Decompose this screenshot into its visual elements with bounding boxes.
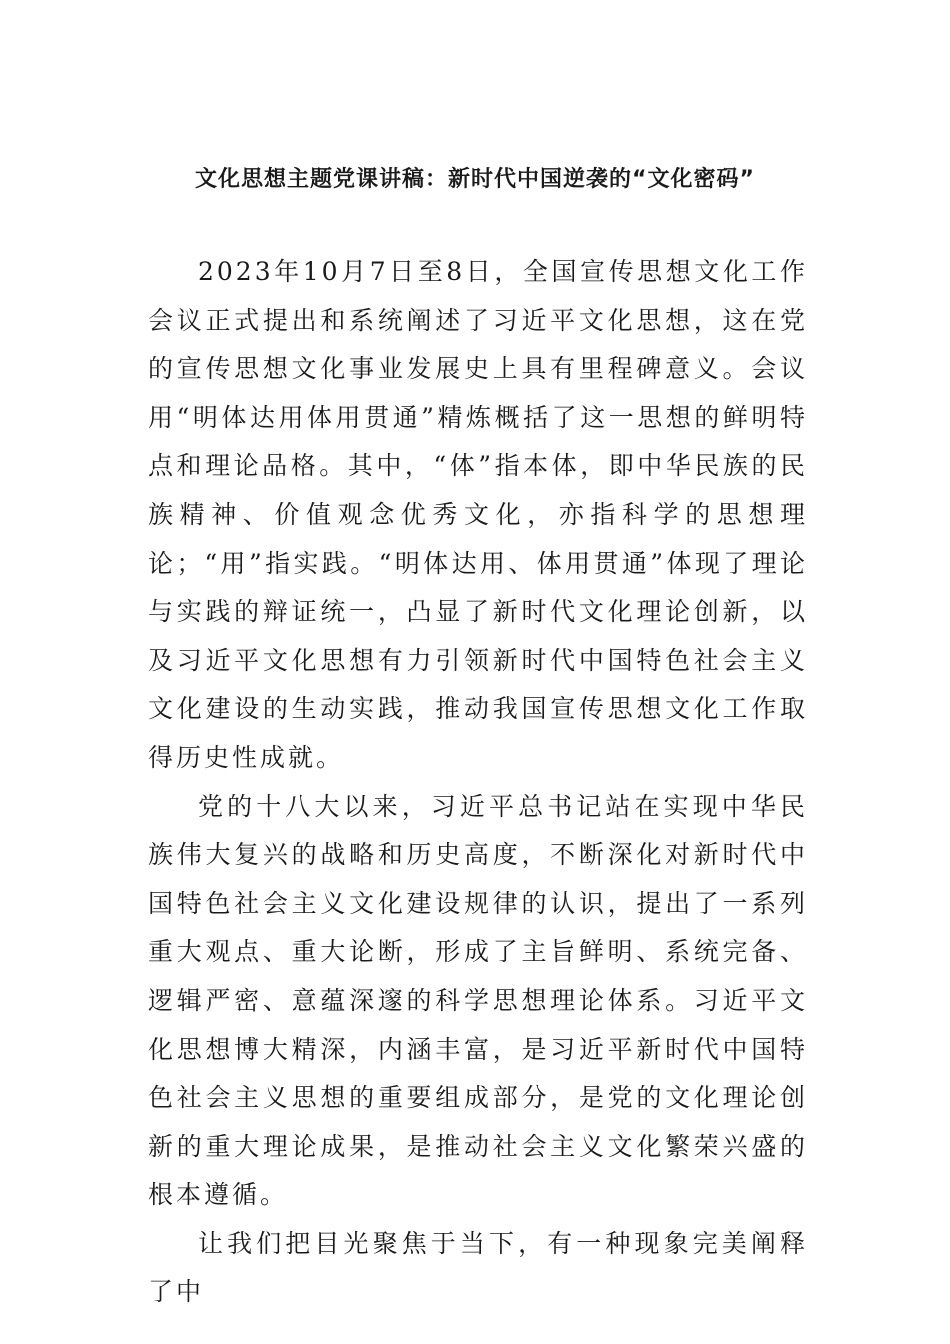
paragraph-1: 2023年10月7日至8日，全国宣传思想文化工作会议正式提出和系统阐述了习近平文化思想，这在党的宣传思想文化事业发展史上具有里程碑意义。会议用“明体达用体用贯通”精炼概括了这一思想的鲜明特点和理论品格。其中，“体”指本体，即中华民族的民族精神、价值观念优秀文化，亦指科学的思想理论；“用”指实践。“明体达用、体用贯通”体现了理论与实践的辩证统一，凸显了新时代文化理论创新，以及习近平文化思想有力引领新时代中国特色社会主义文化建设的生动实践，推动我国宣传思想文化工作取得历史性成就。 — [148, 257, 808, 772]
paragraph-2: 党的十八大以来，习近平总书记站在实现中华民族伟大复兴的战略和历史高度，不断深化对新时代中国特色社会主义文化建设规律的认识，提出了一系列重大观点、重大论断，形成了主旨鲜明、系统完备、逻辑严密、意蕴深邃的科学思想理论体系。习近平文化思想博大精深，内涵丰富，是习近平新时代中国特色社会主义思想的重要组成部分，是党的文化理论创新的重大理论成果，是推动社会主义文化繁荣兴盛的根本遵循。 — [148, 791, 808, 1210]
document-body — [148, 248, 808, 1317]
paragraph-3: 让我们把目光聚焦于当下，有一种现象完美阐释了中 — [148, 1228, 808, 1307]
document-title: 文化思想主题党课讲稿：新时代中国逆袭的“文化密码” — [195, 167, 755, 192]
